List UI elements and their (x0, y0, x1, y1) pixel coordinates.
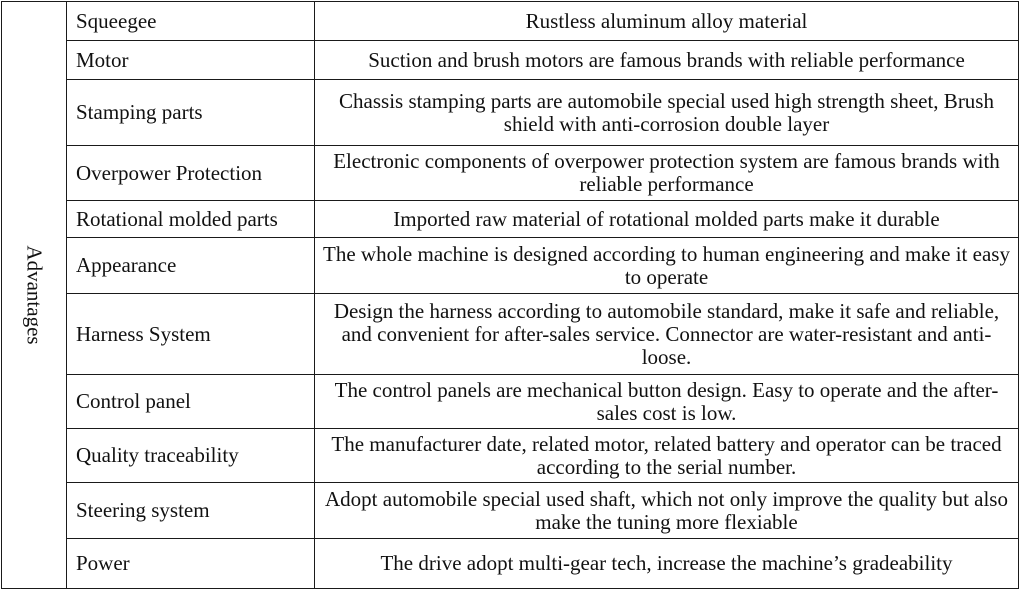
feature-cell: Power (67, 539, 315, 589)
feature-cell: Overpower Protection (67, 146, 315, 201)
table-row (2, 41, 1019, 80)
description-cell: Chassis stamping parts are automobile special used high strength sheet, Brush shield with anti-corrosion double layer (315, 80, 1019, 146)
feature-cell: Steering system (67, 483, 315, 539)
feature-cell: Squeegee (67, 2, 315, 41)
feature-cell: Appearance (67, 238, 315, 294)
feature-cell: Rotational molded parts (67, 201, 315, 238)
side-label: Advantages (22, 245, 47, 345)
table-row (2, 146, 1019, 201)
table-row (2, 483, 1019, 539)
table-row (2, 2, 1019, 41)
feature-cell: Control panel (67, 375, 315, 429)
feature-cell: Harness System (67, 294, 315, 375)
description-cell: Design the harness according to automobile standard, make it safe and reliable, and convenient for after-sales service. Connector are water-resistant and anti-loose. (315, 294, 1019, 375)
table-row (2, 80, 1019, 146)
description-cell: Suction and brush motors are famous brands with reliable performance (315, 41, 1019, 80)
table-row (2, 294, 1019, 375)
table-row (2, 238, 1019, 294)
description-cell: Adopt automobile special used shaft, which not only improve the quality but also make the tuning more flexiable (315, 483, 1019, 539)
description-cell: Rustless aluminum alloy material (315, 2, 1019, 41)
table-row (2, 429, 1019, 483)
table-row (2, 539, 1019, 589)
description-cell: The whole machine is designed according to human engineering and make it easy to operate (315, 238, 1019, 294)
feature-cell: Motor (67, 41, 315, 80)
table-row (2, 201, 1019, 238)
feature-cell: Quality traceability (67, 429, 315, 483)
feature-cell: Stamping parts (67, 80, 315, 146)
side-header-cell (2, 2, 67, 589)
description-cell: The drive adopt multi-gear tech, increase the machine’s gradeability (315, 539, 1019, 589)
advantages-table (1, 1, 1019, 589)
description-cell: Imported raw material of rotational molded parts make it durable (315, 201, 1019, 238)
description-cell: Electronic components of overpower protection system are famous brands with reliable performance (315, 146, 1019, 201)
description-cell: The control panels are mechanical button design. Easy to operate and the after-sales cost is low. (315, 375, 1019, 429)
advantages-table-body (2, 2, 1019, 589)
description-cell: The manufacturer date, related motor, related battery and operator can be traced according to the serial number. (315, 429, 1019, 483)
table-row (2, 375, 1019, 429)
